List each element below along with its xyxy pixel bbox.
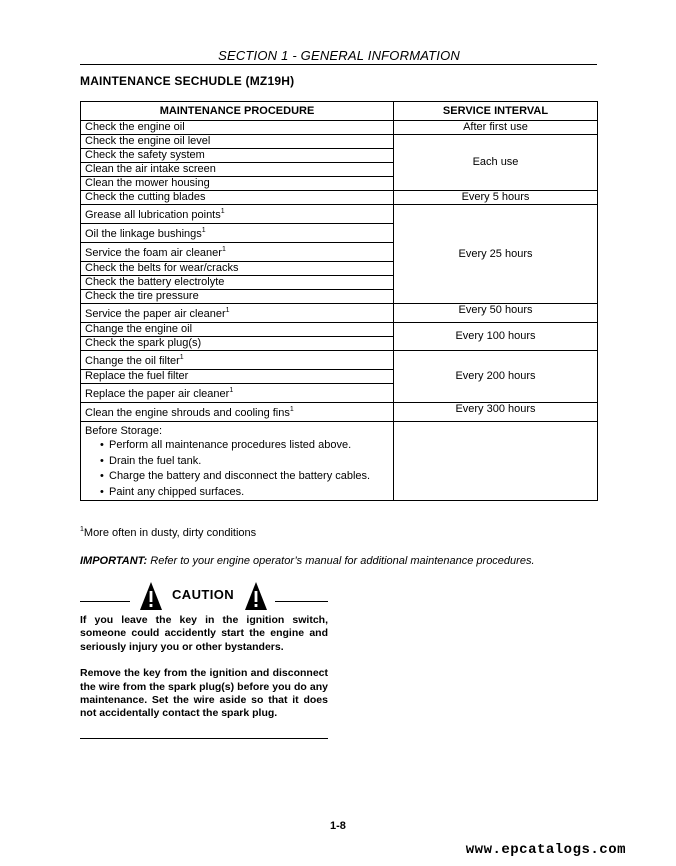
table-row	[81, 304, 598, 323]
table-row	[81, 121, 598, 135]
procedure-text: Check the battery electrolyte	[85, 276, 225, 288]
important-label: IMPORTANT:	[80, 555, 148, 567]
footnote-ref: 1	[225, 306, 230, 314]
footnote-text: More often in dusty, dirty conditions	[83, 527, 257, 539]
caution-paragraph: Remove the key from the ignition and disconnect the wire from the spark plug(s) before you do any maintenance. Set the wire aside so that it does not accidentally contact the spark plug.	[80, 667, 328, 720]
footnote-mark: 1	[80, 526, 84, 533]
procedure-cell	[81, 191, 394, 205]
section-header	[80, 48, 597, 65]
storage-item: • Perform all maintenance procedures listed above.	[103, 438, 389, 454]
warning-triangle-icon	[244, 581, 268, 611]
procedure-cell	[81, 163, 394, 177]
footnote	[80, 527, 256, 539]
storage-item: • Charge the battery and disconnect the battery cables.	[103, 469, 389, 485]
column-header-procedure: MAINTENANCE PROCEDURE	[81, 102, 394, 121]
procedure-text: Check the safety system	[85, 149, 205, 161]
procedure-cell	[81, 337, 394, 351]
important-text: Refer to your engine operator’s manual for additional maintenance procedures.	[150, 555, 535, 567]
column-header-interval: SERVICE INTERVAL	[394, 102, 598, 121]
interval-cell: Every 200 hours	[394, 351, 598, 403]
caution-rule-bottom	[80, 738, 328, 739]
procedure-text: Service the paper air cleaner	[85, 307, 226, 320]
procedure-cell	[81, 351, 394, 370]
storage-row	[81, 422, 598, 501]
storage-item: • Paint any chipped surfaces.	[103, 485, 389, 501]
interval-cell: Every 100 hours	[394, 323, 598, 351]
procedure-cell	[81, 262, 394, 276]
procedure-text: Clean the engine shrouds and cooling fins	[85, 406, 290, 419]
procedure-cell	[81, 323, 394, 337]
storage-item: • Drain the fuel tank.	[103, 454, 389, 470]
storage-title: Before Storage:	[85, 425, 163, 437]
procedure-cell	[81, 121, 394, 135]
procedure-cell	[81, 304, 394, 323]
footnote-ref: 1	[179, 353, 184, 361]
procedure-text: Check the engine oil	[85, 121, 185, 133]
procedure-text: Check the belts for wear/cracks	[85, 262, 239, 274]
storage-interval-cell	[394, 422, 598, 501]
procedure-text: Check the cutting blades	[85, 191, 206, 203]
procedure-text: Replace the fuel filter	[85, 370, 189, 382]
interval-cell: Every 5 hours	[394, 191, 598, 205]
interval-cell: After first use	[394, 121, 598, 135]
caution-heading	[80, 581, 328, 615]
storage-list	[85, 438, 389, 500]
procedure-cell	[81, 384, 394, 403]
interval-cell: Each use	[394, 135, 598, 191]
interval-cell: Every 25 hours	[394, 205, 598, 304]
footnote-ref: 1	[201, 226, 206, 234]
caution-title: CAUTION	[172, 587, 235, 602]
footnote-ref: 1	[289, 405, 294, 413]
important-note	[80, 555, 535, 567]
procedure-text: Check the spark plug(s)	[85, 337, 202, 349]
procedure-cell	[81, 276, 394, 290]
page-number: 1-8	[330, 820, 346, 832]
procedure-text: Clean the mower housing	[85, 177, 210, 189]
warning-triangle-icon	[139, 581, 163, 611]
maintenance-table	[80, 101, 598, 501]
section-title: SECTION 1 - GENERAL INFORMATION	[218, 48, 460, 63]
procedure-cell	[81, 149, 394, 163]
table-row	[81, 135, 598, 149]
procedure-text: Replace the paper air cleaner	[85, 387, 230, 400]
table-body	[81, 121, 598, 501]
caution-text	[80, 614, 328, 734]
procedure-cell	[81, 243, 394, 262]
table-row	[81, 205, 598, 224]
interval-cell: Every 50 hours	[394, 304, 598, 323]
procedure-text: Clean the air intake screen	[85, 163, 216, 175]
procedure-cell	[81, 290, 394, 304]
footnote-ref: 1	[220, 207, 225, 215]
procedure-text: Change the engine oil	[85, 323, 193, 335]
table-header-row	[81, 102, 598, 121]
procedure-cell	[81, 177, 394, 191]
table-row	[81, 403, 598, 422]
procedure-text: Change the oil filter	[85, 354, 180, 367]
procedure-cell	[81, 403, 394, 422]
watermark: www.epcatalogs.com	[465, 842, 626, 858]
procedure-cell	[81, 205, 394, 224]
caution-paragraph: If you leave the key in the ignition switch, someone could accidently start the engine and seriously injury you or other bystanders.	[80, 614, 328, 653]
procedure-text: Check the engine oil level	[85, 135, 211, 147]
procedure-text: Oil the linkage bushings	[85, 227, 202, 240]
procedure-text: Check the tire pressure	[85, 290, 199, 302]
storage-cell	[81, 422, 394, 501]
procedure-cell	[81, 135, 394, 149]
footnote-ref: 1	[229, 386, 234, 394]
procedure-cell	[81, 224, 394, 243]
interval-cell: Every 300 hours	[394, 403, 598, 422]
caution-rule-right	[275, 601, 328, 602]
footnote-ref: 1	[221, 245, 226, 253]
procedure-cell	[81, 370, 394, 384]
caution-rule-left	[80, 601, 130, 602]
document-title: MAINTENANCE SECHUDLE (MZ19H)	[80, 74, 295, 88]
procedure-text: Service the foam air cleaner	[85, 246, 222, 259]
table-row	[81, 323, 598, 337]
table-row	[81, 191, 598, 205]
procedure-text: Grease all lubrication points	[85, 208, 221, 221]
table-row	[81, 351, 598, 370]
